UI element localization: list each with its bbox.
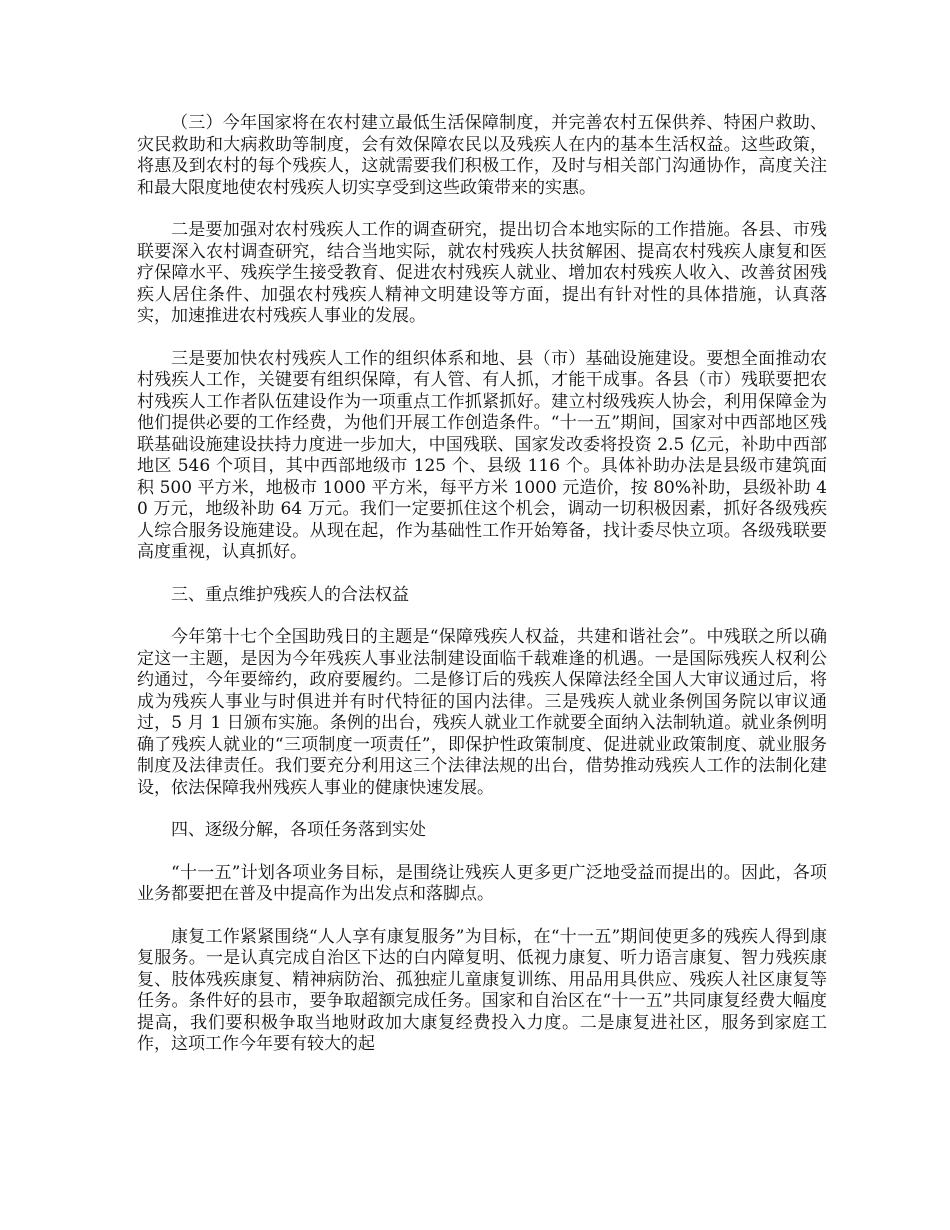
document-body	[137, 113, 827, 1077]
section-heading-tasks: 四、逐级分解，各项任务落到实处	[171, 820, 426, 840]
paragraph-infrastructure: 三是要加快农村残疾人工作的组织体系和地、县（市）基础设施建设。要想全面推动农村残疾人工作，关键要有组织保障，有人管、有人抓，才能干成事。各县（市）残联要把农村残疾人工作者队伍建设作为一项重点工作抓紧抓好。建立村级残疾人协会，利用保障金为他们提供必要的工作经费，为他们开展工作创造条件。“十一五”期间，国家对中西部地区残联基础设施建设扶持力度进一步加大，中国残联、国家发改委将投资 2.5 亿元，补助中西部地区 546 个项目，其中西部地级市 125 个、县级 116 个。具体补助办法是县级市建筑面积 500 平方米，地极市 1000 平方米，每平方米 1000 元造价，按 80%补助，县级补助 40 万元，地级补助 64 万元。我们一定要抓住这个机会，调动一切积极因素，抓好各级残疾人综合服务设施建设。从现在起，作为基础性工作开始筹备，找计委尽快立项。各级残联要高度重视，认真抓好。	[137, 348, 827, 562]
paragraph-rehabilitation: 康复工作紧紧围绕“人人享有康复服务”为目标，在“十一五”期间使更多的残疾人得到康复服务。一是认真完成自治区下达的白内障复明、低视力康复、听力语言康复、智力残疾康复、肢体残疾康复、精神病防治、孤独症儿童康复训练、用品用具供应、残疾人社区康复等任务。条件好的县市，要争取超额完成任务。国家和自治区在“十一五”共同康复经费大幅度提高，我们要积极争取当地财政加大康复经费投入力度。二是康复进社区，服务到家庭工作，这项工作今年要有较大的起	[137, 926, 827, 1054]
paragraph-rural-security: （三）今年国家将在农村建立最低生活保障制度，并完善农村五保供养、特困户救助、灾民救助和大病救助等制度，会有效保障农民以及残疾人在内的基本生活权益。这些政策，将惠及到农村的每个残疾人，这就需要我们积极工作，及时与相关部门沟通协作，高度关注和最大限度地使农村残疾人切实享受到这些政策带来的实惠。	[137, 113, 827, 198]
paragraph-research-measures: 二是要加强对农村残疾人工作的调查研究，提出切合本地实际的工作措施。各县、市残联要深入农村调查研究，结合当地实际，就农村残疾人扶贫解困、提高农村残疾人康复和医疗保障水平、残疾学生接受教育、促进农村残疾人就业、增加农村残疾人收入、改善贫困残疾人居住条件、加强农村残疾人精神文明建设等方面，提出有针对性的具体措施，认真落实，加速推进农村残疾人事业的发展。	[137, 220, 827, 326]
paragraph-plan-goals: “十一五”计划各项业务目标，是围绕让残疾人更多更广泛地受益而提出的。因此，各项业务都要把在普及中提高作为出发点和落脚点。	[137, 862, 827, 904]
paragraph-legal-rights: 今年第十七个全国助残日的主题是“保障残疾人权益，共建和谐社会”。中残联之所以确定这一主题，是因为今年残疾人事业法制建设面临千载难逢的机遇。一是国际残疾人权利公约通过，今年要缔约，政府要履约。二是修订后的残疾人保障法经全国人大审议通过后，将成为残疾人事业与时俱进并有时代特征的国内法律。三是残疾人就业条例国务院以审议通过，5 月 1 日颁布实施。条例的出台，残疾人就业工作就要全面纳入法制轨道。就业条例明确了残疾人就业的“三项制度一项责任”，即保护性政策制度、促进就业政策制度、就业服务制度及法律责任。我们要充分利用这三个法律法规的出台，借势推动残疾人工作的法制化建设，依法保障我州残疾人事业的健康快速发展。	[137, 627, 827, 798]
section-heading-rights: 三、重点维护残疾人的合法权益	[171, 584, 409, 605]
